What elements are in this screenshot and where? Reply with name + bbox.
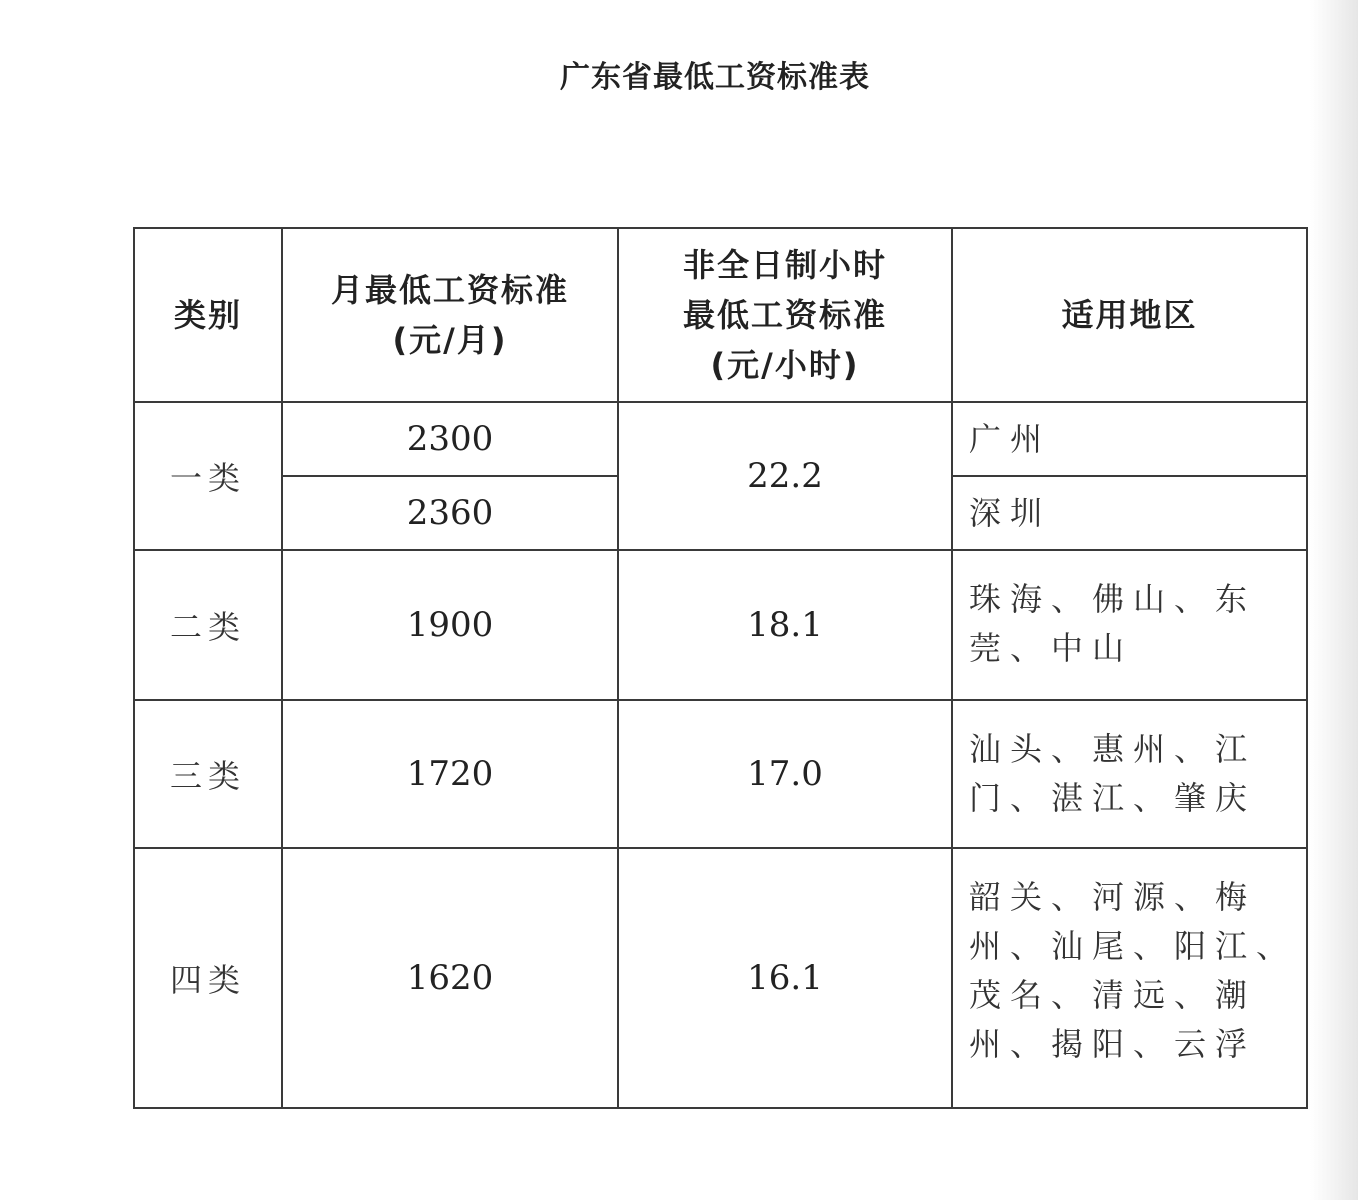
monthly-wage-cell: 2300 — [282, 402, 618, 476]
header-monthly — [282, 228, 618, 402]
header-monthly-line2: (元/月) — [392, 321, 508, 359]
page-title: 广东省最低工资标准表 — [560, 60, 870, 95]
region-cell: 韶关、河源、梅州、汕尾、阳江、茂名、清远、潮州、揭阳、云浮 — [952, 848, 1307, 1108]
page-edge-shadow — [1310, 0, 1358, 1200]
table-row — [134, 550, 1307, 700]
category-cell: 三类 — [134, 700, 282, 848]
table-header-row — [134, 228, 1307, 402]
category-cell: 二类 — [134, 550, 282, 700]
hourly-wage-cell: 16.1 — [618, 848, 952, 1108]
table-row — [134, 848, 1307, 1108]
hourly-wage-cell: 17.0 — [618, 700, 952, 848]
hourly-wage-cell: 18.1 — [618, 550, 952, 700]
category-cell: 四类 — [134, 848, 282, 1108]
category-cell: 一类 — [134, 402, 282, 550]
monthly-wage-cell: 1720 — [282, 700, 618, 848]
region-cell: 汕头、惠州、江门、湛江、肇庆 — [952, 700, 1307, 848]
header-region: 适用地区 — [952, 228, 1307, 402]
header-hourly-line2: 最低工资标准 — [682, 296, 887, 334]
hourly-wage-cell: 22.2 — [618, 402, 952, 550]
header-hourly — [618, 228, 952, 402]
header-hourly-line3: (元/小时) — [710, 346, 860, 384]
header-category: 类别 — [134, 228, 282, 402]
header-monthly-line1: 月最低工资标准 — [330, 271, 569, 309]
monthly-wage-cell: 2360 — [282, 476, 618, 550]
table-row — [134, 402, 1307, 476]
region-cell: 深圳 — [952, 476, 1307, 550]
region-cell: 珠海、佛山、东莞、中山 — [952, 550, 1307, 700]
table-row — [134, 700, 1307, 848]
header-hourly-line1: 非全日制小时 — [682, 246, 887, 284]
monthly-wage-cell: 1620 — [282, 848, 618, 1108]
wage-table — [133, 227, 1308, 1109]
region-cell: 广州 — [952, 402, 1307, 476]
monthly-wage-cell: 1900 — [282, 550, 618, 700]
